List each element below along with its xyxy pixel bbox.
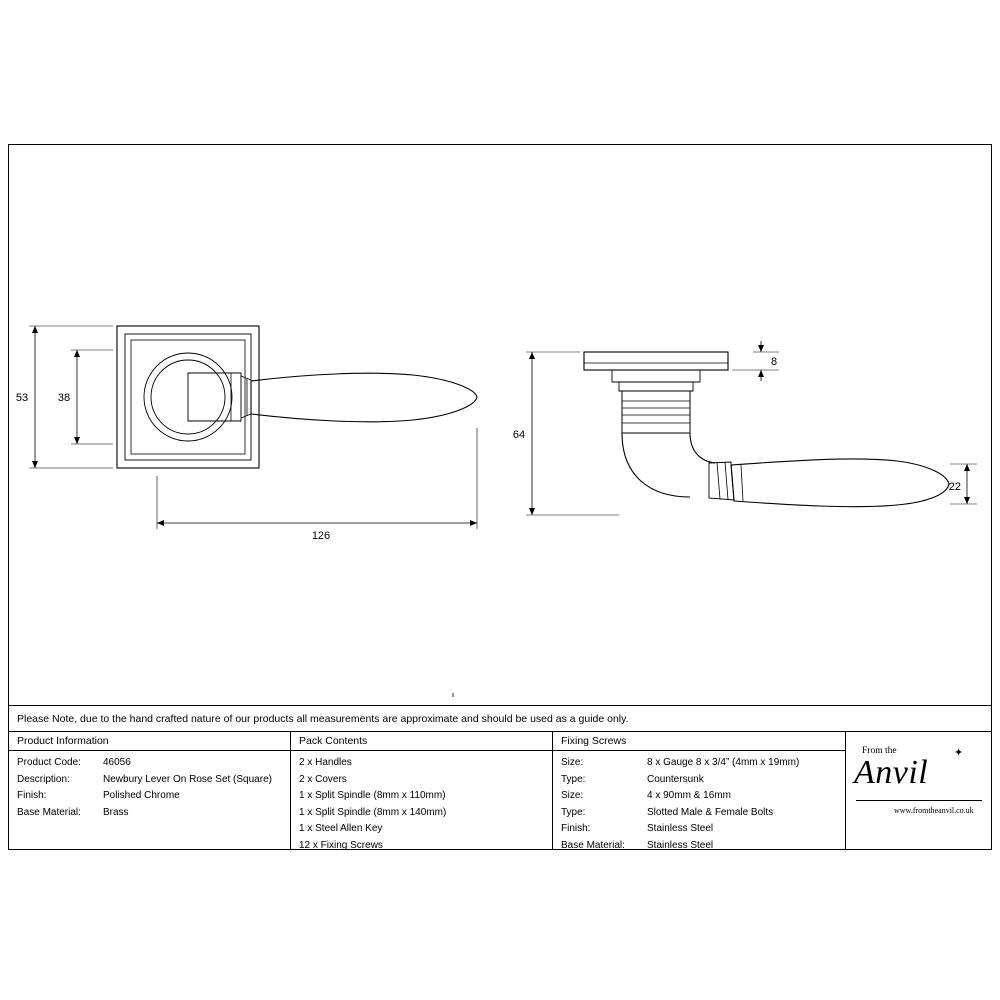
pack-contents-column [291,732,553,849]
front-view [16,326,477,542]
fixing-finish-label: Finish: [561,823,591,834]
list-item: 2 x Handles [299,757,352,768]
table-row [17,772,290,789]
logo-underline [856,800,982,801]
fixing-size-value-2: 4 x 90mm & 16mm [647,790,731,801]
fixing-size-label-2: Size: [561,790,584,801]
list-item: 1 x Split Spindle (8mm x 140mm) [299,806,447,818]
table-row [561,755,845,772]
finish-value: Polished Chrome [103,790,180,801]
base-material-label: Base Material: [17,806,81,818]
fixing-type-label-2: Type: [561,806,586,818]
list-item: 1 x Steel Allen Key [299,823,383,834]
product-information-column [9,732,291,849]
description-value: Newbury Lever On Rose Set (Square) [103,773,272,785]
star-icon: ✦ [954,747,964,759]
dim-rose-depth: 8 [771,356,778,368]
pack-contents-heading: Pack Contents [291,732,552,751]
description-label: Description: [17,773,70,785]
list-item: 2 x Covers [299,773,347,785]
table-row [561,772,845,789]
fixing-type-value-1: Countersunk [647,773,704,785]
finish-label: Finish: [17,790,47,801]
measurement-note: Please Note, due to the hand crafted nature of our products all measurements are approximate and should be used as a guide only. [9,705,991,732]
fixing-base-material-label: Base Material: [561,839,625,851]
fixing-size-value-1: 8 x Gauge 8 x 3/4” (4mm x 19mm) [647,757,800,768]
fixing-size-label-1: Size: [561,757,584,768]
table-row [561,838,845,855]
list-item: 12 x Fixing Screws [299,839,383,851]
product-code-value: 46056 [103,757,131,768]
product-information-heading: Product Information [9,732,290,751]
technical-drawing-sheet [8,144,992,850]
product-drawing-svg [9,145,991,705]
list-item: 1 x Split Spindle (8mm x 110mm) [299,790,446,801]
side-view [513,341,977,515]
fixing-type-value-2: Slotted Male & Female Bolts [647,806,774,818]
fixing-finish-value: Stainless Steel [647,823,714,834]
info-table [9,732,991,849]
dim-overall-projection: 64 [512,429,526,441]
fixing-screws-column [553,732,846,849]
product-information-list [9,751,290,821]
fixing-type-label-1: Type: [561,773,586,785]
table-row [561,821,845,838]
product-code-label: Product Code: [17,757,81,768]
logo-from-text: From the [862,746,897,756]
fixing-screws-heading: Fixing Screws [553,732,845,751]
dim-rose-inner-height: 38 [57,392,71,404]
brand-logo [846,732,991,849]
pack-contents-list [291,751,552,854]
table-row [561,788,845,805]
fixing-screws-list [553,751,845,854]
base-material-value: Brass [103,806,129,818]
table-row [17,755,290,772]
table-row [17,805,290,822]
fixing-base-material-value: Stainless Steel [647,839,714,851]
table-row [561,805,845,822]
dim-overall-length: 126 [311,530,331,542]
table-row [17,788,290,805]
logo-url-text: www.fromtheanvil.co.uk [894,806,974,815]
dim-rose-outer-height: 53 [15,392,29,404]
dim-lever-height: 22 [948,481,961,493]
drawing-area [9,145,991,705]
logo-brand-text: Anvil [854,754,929,791]
